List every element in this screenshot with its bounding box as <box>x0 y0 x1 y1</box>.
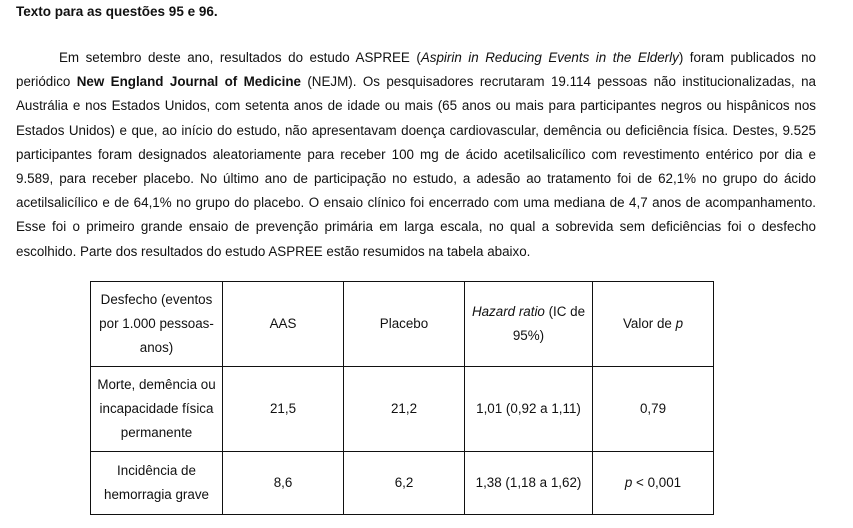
row-placebo: 21,2 <box>344 367 465 452</box>
row-p-value <box>593 367 714 452</box>
header-placebo: Placebo <box>344 282 465 367</box>
paragraph-text-2: ) foram publicados no periódico <box>16 50 817 90</box>
journal-name: New England Journal of Medicine <box>76 74 301 90</box>
p-value-symbol: p <box>675 316 684 331</box>
p-value-prefix: Valor de <box>622 316 676 331</box>
row-aas: 8,6 <box>223 452 344 515</box>
section-heading: Texto para as questões 95 e 96. <box>16 4 218 19</box>
row-hazard-ratio: 1,38 (1,18 a 1,62) <box>465 452 593 515</box>
row-placebo: 6,2 <box>344 452 465 515</box>
study-name: Aspirin in Reducing Events in the Elderly <box>420 50 679 65</box>
results-table <box>90 281 714 515</box>
row-outcome: Morte, demência ou incapacidade física permanente <box>91 367 223 452</box>
row-outcome: Incidência de hemorragia grave <box>91 452 223 515</box>
header-outcome: Desfecho (eventos por 1.000 pessoas-anos) <box>91 282 223 367</box>
paragraph-text-1: Em setembro deste ano, resultados do estudo ASPREE ( <box>59 50 421 65</box>
header-hazard-ratio <box>465 282 593 367</box>
table-header-row <box>91 282 714 367</box>
body-paragraph <box>16 46 816 264</box>
table-row <box>91 367 714 452</box>
row-p-text: 0,79 <box>639 401 667 416</box>
row-aas: 21,5 <box>223 367 344 452</box>
table-row <box>91 452 714 515</box>
row-p-value <box>593 452 714 515</box>
paragraph-text-3: (NEJM). Os pesquisadores recrutaram 19.114 pessoas não institucionalizadas, na Austrália e nos Estados Unidos, com setenta anos de idade ou mais (65 anos ou mais para participantes negros ou hispânicos nos Estados Unidos) e que, ao início do estudo, não apresentavam doença cardiovascular, demência ou deficiência física. Destes, 9.525 participantes foram designados aleatoriamente para receber 100 mg de ácido acetilsalicílico com revestimento entérico por dia e 9.589, para receber placebo. No último ano de participação no estudo, a adesão ao tratamento foi de 62,1% no grupo do ácido acetilsalicílico e de 64,1% no grupo do placebo. O ensaio clínico foi encerrado com uma mediana de 4,7 anos de acompanhamento. Esse foi o primeiro grande ensaio de prevenção primária em larga escala, no qual a sobrevida sem deficiências foi o desfecho escolhido. Parte dos resultados do estudo ASPREE estão resumidos na tabela abaixo. <box>16 74 816 259</box>
row-p-symbol: p <box>624 475 633 490</box>
hazard-ratio-ci: (IC de 95%) <box>512 304 586 343</box>
header-p-value <box>593 282 714 367</box>
row-p-text: < 0,001 <box>632 475 682 490</box>
row-hazard-ratio: 1,01 (0,92 a 1,11) <box>465 367 593 452</box>
hazard-ratio-label: Hazard ratio <box>471 304 545 319</box>
header-aas: AAS <box>223 282 344 367</box>
